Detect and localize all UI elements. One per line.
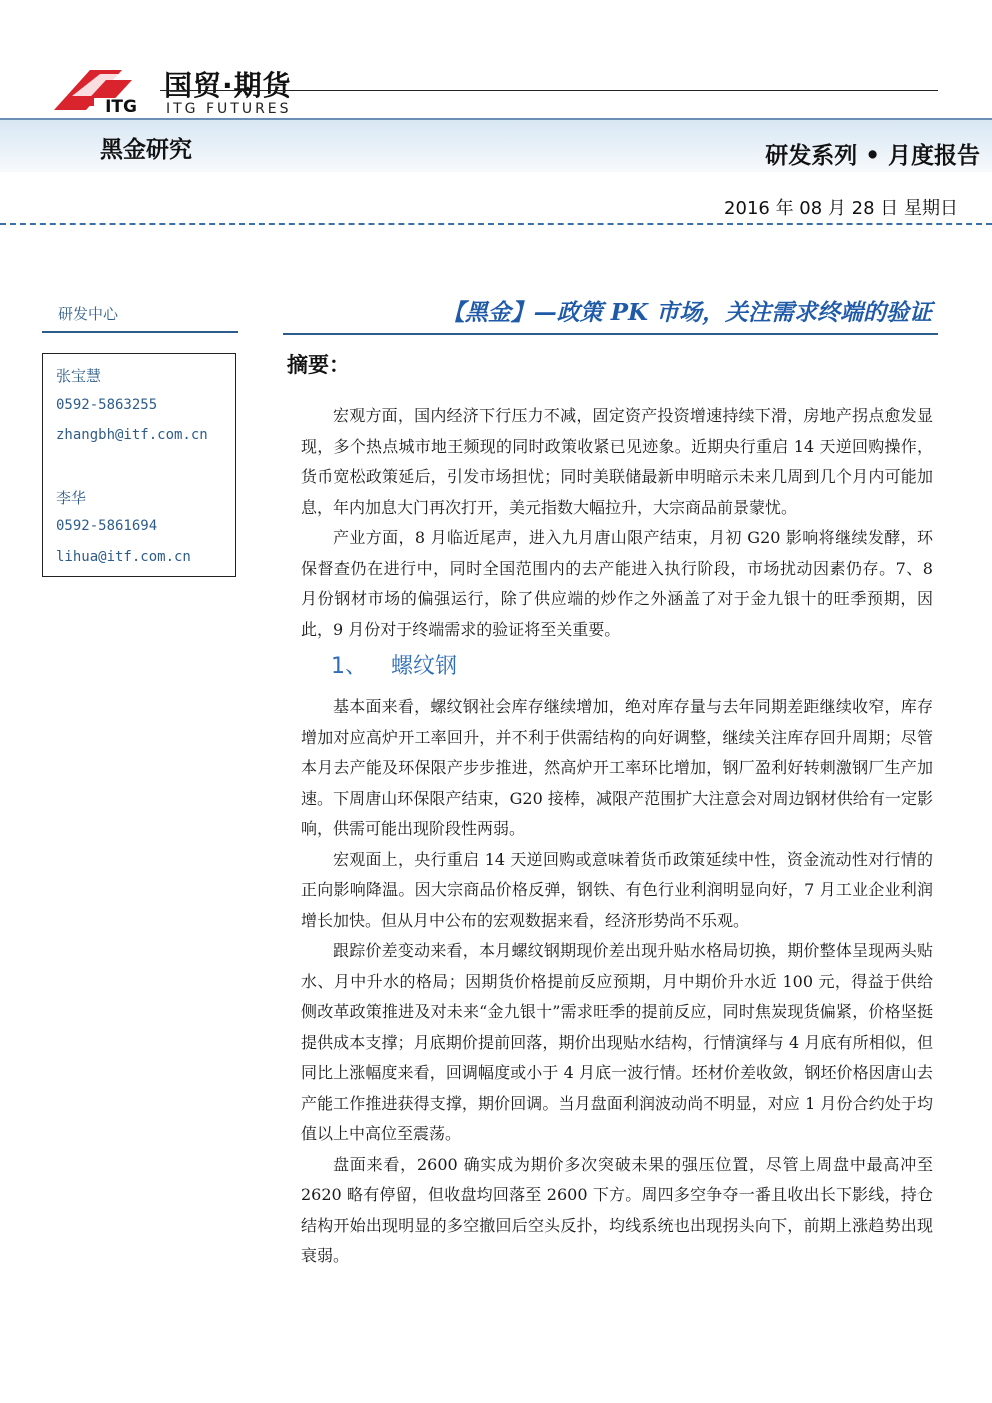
sidebar-rule — [42, 331, 238, 333]
header-rule — [160, 90, 938, 91]
contact-email: zhangbh@itf.com.cn — [56, 427, 208, 443]
report-body — [301, 401, 933, 1272]
contact-phone: 0592-5863255 — [56, 397, 158, 413]
contact-phone: 0592-5861694 — [56, 518, 158, 534]
body-paragraph: 宏观面上，央行重启 14 天逆回购或意味着货币政策延续中性，资金流动性对行情的正向影响降温。因大宗商品价格反弹，钢铁、有色行业利润明显向好，7 月工业企业利润增长加快。但从月中公布的宏观数据来看，经济形势尚不乐观。 — [301, 849, 933, 930]
section-title: 螺纹钢 — [391, 654, 458, 679]
body-paragraph: 宏观方面，国内经济下行压力不减，固定资产投资增速持续下滑，房地产拐点愈发显现，多个热点城市地王频现的同时政策收紧已见迹象。近期央行重启 14 天逆回购操作，货币宽松政策延后，引发市场担忧；同时美联储最新申明暗示未来几周到几个月内可能加息，年内加息大门再次打开，美元指数大幅拉升，大宗商品前景蒙忧。 — [301, 406, 933, 517]
report-date: 2016 年 08 月 28 日 星期日 — [724, 198, 958, 219]
contact-email: lihua@itf.com.cn — [56, 549, 191, 565]
section-heading — [301, 650, 933, 684]
logo-text: ITG — [105, 97, 137, 116]
section-number: 1、 — [331, 654, 367, 679]
body-paragraph: 基本面来看，螺纹钢社会库存继续增加，绝对库存量与去年同期差距继续收窄，库存增加对应高炉开工率回升，并不利于供需结构的向好调整，继续关注库存回升周期；尽管本月去产能及环保限产步步推进，然高炉开工率环比增加，钢厂盈利好转刺激钢厂生产加速。下周唐山环保限产结束，G20 接棒，减限产范围扩大注意会对周边钢材供给有一定影响，供需可能出现阶段性两弱。 — [301, 697, 933, 838]
column-name: 黑金研究 — [100, 136, 192, 163]
report-series: 研发系列 • 月度报告 — [765, 142, 980, 169]
contact-name: 张宝慧 — [56, 367, 102, 385]
brand-name-cn: 国贸·期货 — [164, 69, 292, 102]
title-rule — [283, 333, 938, 335]
abstract-label: 摘要： — [287, 352, 350, 377]
contact-name: 李华 — [56, 489, 87, 507]
contact-box — [42, 353, 236, 577]
body-paragraph: 跟踪价差变动来看，本月螺纹钢期现价差出现升贴水格局切换，期价整体呈现两头贴水、月中升水的格局；因期货价格提前反应预期，月中期价升水近 100 元，得益于供给侧改革政策推进及对未来“金九银十”需求旺季的提前反应，同时焦炭现货偏紧，价格坚挺提供成本支撑；月底期价提前回落，期价出现贴水结构，行情演绎与 4 月底有所相似，但同比上涨幅度来看，回调幅度或小于 4 月底一波行情。坯材价差收敛，钢坯价格因唐山去产能工作推进获得支撑，期价回调。当月盘面利润波动尚不明显，对应 1 月份合约处于均值以上中高位至震荡。 — [301, 941, 933, 1143]
report-title: 【黑金】—政策 PK 市场，关注需求终端的验证 — [441, 299, 932, 326]
body-paragraph: 盘面来看，2600 确实成为期价多次突破未果的强压位置，尽管上周盘中最高冲至 2620 略有停留，但收盘均回落至 2600 下方。周四多空争夺一番且收出长下影线，持仓结构开始出现明显的多空撤回后空头反扑，均线系统也出现拐头向下，前期上涨趋势出现衰弱。 — [301, 1154, 933, 1265]
body-paragraph: 产业方面，8 月临近尾声，进入九月唐山限产结束，月初 G20 影响将继续发酵，环保督查仍在进行中，同时全国范围内的去产能进入执行阶段，市场扰动因素仍存。7、8 月份钢材市场的偏强运行，除了供应端的炒作之外涵盖了对于金九银十的旺季预期，因此，9 月份对于终端需求的验证将至关重要。 — [301, 528, 933, 639]
dashed-divider — [0, 223, 992, 225]
itg-logo — [52, 66, 148, 116]
brand-name-en: ITG FUTURES — [166, 101, 292, 117]
sidebar-title: 研发中心 — [58, 305, 119, 323]
